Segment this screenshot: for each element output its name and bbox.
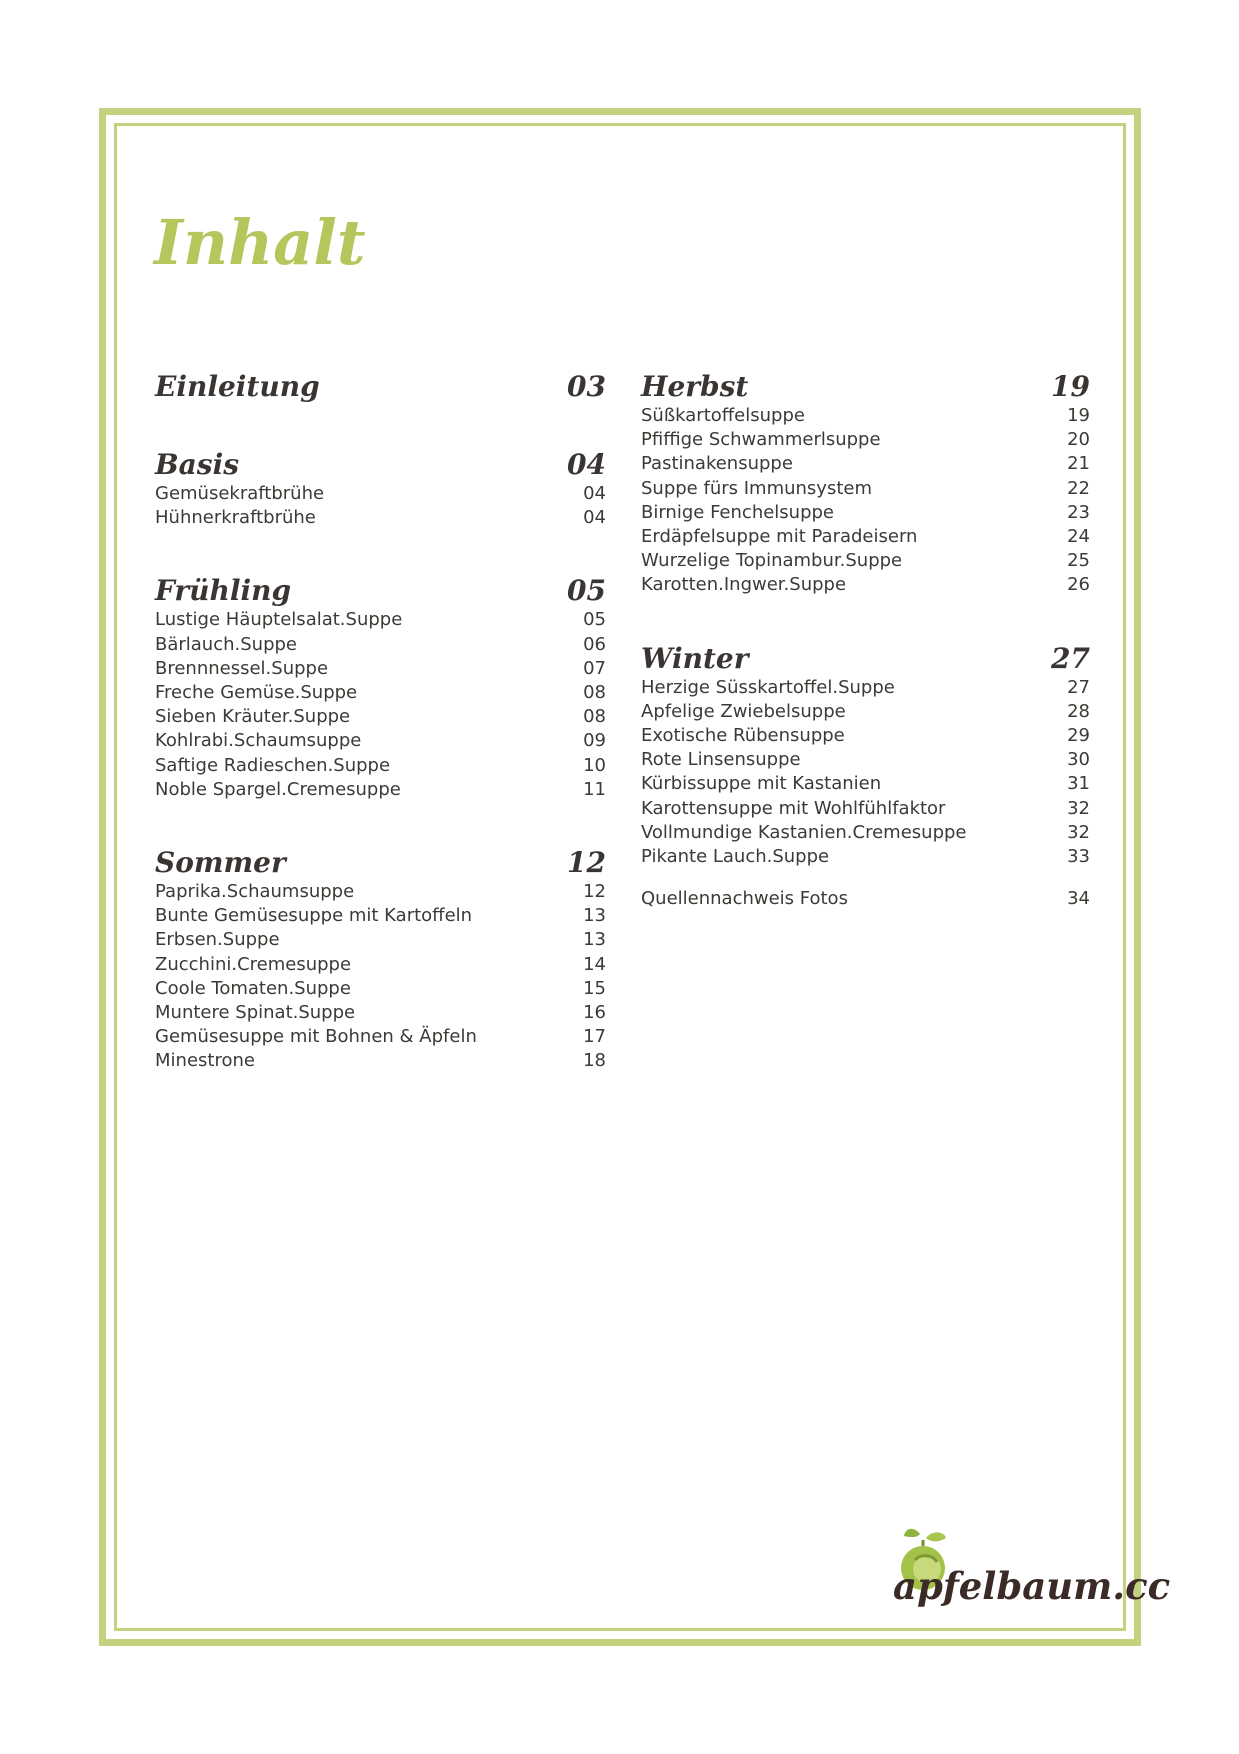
toc-section [155,370,606,404]
toc-entry[interactable] [641,724,1090,748]
page-title: Inhalt [154,206,366,279]
entry-label: Bunte Gemüsesuppe mit Kartoffeln [155,905,473,927]
toc-entry[interactable] [641,821,1090,845]
section-title: Herbst [641,370,749,403]
entry-label: Muntere Spinat.Suppe [155,1002,356,1024]
toc-entry[interactable] [641,452,1090,476]
toc-entry[interactable] [641,501,1090,525]
entry-page-number: 05 [583,609,606,631]
section-title: Sommer [155,846,286,880]
entry-label: Noble Spargel.Cremesuppe [155,778,401,800]
entry-page-number: 08 [583,682,606,704]
toc-entry[interactable] [155,506,606,530]
entry-label: Apfelige Zwiebelsuppe [641,700,846,722]
toc-entry[interactable] [641,845,1090,869]
section-heading[interactable] [641,642,1090,676]
entry-page-number: 26 [1067,574,1090,596]
entry-page-number: 31 [1067,773,1090,795]
entry-label: Suppe fürs Immunsystem [641,477,872,499]
entry-page-number: 19 [1067,405,1090,426]
toc-entry[interactable] [155,1049,606,1073]
toc-entry[interactable] [641,428,1090,452]
section-heading[interactable] [155,846,606,880]
entry-label: Saftige Radieschen.Suppe [155,754,391,776]
entry-page-number: 14 [583,953,606,975]
entry-label: Gemüsekraftbrühe [155,483,325,504]
entry-page-number: 22 [1067,477,1090,499]
entry-page-number: 12 [583,881,606,903]
entry-label: Quellennachweis Fotos [641,888,848,910]
toc-entry[interactable] [155,705,606,729]
toc-entry[interactable] [155,657,606,681]
entry-label: Süßkartoffelsuppe [641,405,805,426]
entry-page-number: 23 [1067,501,1090,523]
entry-page-number: 27 [1067,676,1090,698]
section-page-number: 04 [567,448,606,481]
entry-page-number: 08 [583,706,606,728]
section-title: Winter [641,641,749,675]
entry-page-number: 18 [583,1050,606,1072]
entry-page-number: 09 [583,730,606,752]
entry-label: Erdäpfelsuppe mit Paradeisern [641,526,918,548]
section-title: Frühling [155,574,292,608]
section-page-number: 12 [567,846,606,880]
entry-label: Wurzelige Topinambur.Suppe [641,550,903,572]
entry-page-number: 04 [583,507,606,529]
toc-entry[interactable] [155,1025,606,1049]
entry-label: Sieben Kräuter.Suppe [155,706,351,728]
toc-section [155,448,606,530]
section-heading[interactable] [155,574,606,608]
toc-entry[interactable] [155,928,606,952]
toc-column-left [155,370,606,1118]
section-heading[interactable] [155,370,606,404]
toc-section [155,574,606,802]
toc-entry[interactable] [641,797,1090,821]
entry-label: Vollmundige Kastanien.Cremesuppe [641,821,967,843]
toc-section [155,846,606,1074]
toc-entry[interactable] [641,477,1090,501]
entry-page-number: 34 [1067,888,1090,910]
entry-page-number: 32 [1067,797,1090,819]
toc-entry[interactable] [155,482,606,506]
entry-label: Freche Gemüse.Suppe [155,682,358,704]
entry-label: Exotische Rübensuppe [641,725,845,747]
entry-page-number: 25 [1067,550,1090,572]
entry-page-number: 15 [583,977,606,999]
section-page-number: 05 [567,574,606,608]
toc-entry[interactable] [155,778,606,802]
logo-wordmark: apfelbaum.cc [893,1564,1171,1608]
toc-entry[interactable] [641,525,1090,549]
entry-label: Kohlrabi.Schaumsuppe [155,730,362,752]
entry-page-number: 04 [583,483,606,504]
entry-label: Kürbissuppe mit Kastanien [641,773,882,795]
toc-entry[interactable] [641,404,1090,428]
entry-page-number: 24 [1067,526,1090,548]
entry-page-number: 13 [583,905,606,927]
toc-entry[interactable] [155,729,606,753]
toc-entry[interactable] [641,887,1090,911]
toc-section [641,370,1090,598]
entry-label: Herzige Süsskartoffel.Suppe [641,676,895,698]
entry-page-number: 30 [1067,749,1090,771]
toc-entry[interactable] [155,754,606,778]
section-page-number: 03 [567,370,606,403]
entry-label: Paprika.Schaumsuppe [155,881,355,903]
section-heading[interactable] [641,370,1090,404]
toc-entry[interactable] [641,573,1090,597]
entry-label: Birnige Fenchelsuppe [641,501,835,523]
toc-entry[interactable] [641,676,1090,700]
entry-label: Brennnessel.Suppe [155,657,329,679]
entry-label: Karotten.Ingwer.Suppe [641,574,847,596]
toc-entry[interactable] [155,608,606,632]
entry-page-number: 17 [583,1026,606,1048]
toc-entry[interactable] [641,549,1090,573]
entry-page-number: 10 [583,754,606,776]
entry-page-number: 07 [583,657,606,679]
toc-entry[interactable] [155,953,606,977]
entry-label: Zucchini.Cremesuppe [155,953,352,975]
toc-entry[interactable] [155,904,606,928]
entry-label: Pfiffige Schwammerlsuppe [641,429,881,451]
toc-entry[interactable] [155,681,606,705]
entry-label: Coole Tomaten.Suppe [155,977,351,999]
entry-page-number: 16 [583,1002,606,1024]
section-page-number: 19 [1051,370,1090,403]
entry-label: Rote Linsensuppe [641,749,801,771]
toc-section [641,642,1090,870]
entry-page-number: 06 [583,633,606,655]
entry-label: Gemüsesuppe mit Bohnen & Äpfeln [155,1026,477,1048]
toc-entry[interactable] [155,1001,606,1025]
entry-page-number: 21 [1067,453,1090,475]
toc-entry[interactable] [155,977,606,1001]
entry-page-number: 13 [583,929,606,951]
entry-label: Karottensuppe mit Wohlfühlfaktor [641,797,946,819]
entry-page-number: 33 [1067,846,1090,868]
entry-label: Pastinakensuppe [641,453,793,475]
entry-label: Bärlauch.Suppe [155,633,298,655]
entry-label: Hühnerkraftbrühe [155,507,316,529]
toc-entry[interactable] [641,772,1090,796]
toc-entry[interactable] [155,880,606,904]
entry-label: Minestrone [155,1050,255,1072]
section-title: Einleitung [155,370,320,403]
entry-label: Lustige Häuptelsalat.Suppe [155,609,403,631]
entry-label: Pikante Lauch.Suppe [641,846,830,868]
entry-page-number: 11 [583,778,606,800]
section-title: Basis [155,448,239,481]
section-heading[interactable] [155,448,606,482]
entry-page-number: 29 [1067,725,1090,747]
toc-column-right [641,370,1090,911]
entry-page-number: 20 [1067,429,1090,451]
toc-entry[interactable] [155,633,606,657]
entry-page-number: 32 [1067,821,1090,843]
section-page-number: 27 [1051,641,1090,675]
entry-label: Erbsen.Suppe [155,929,280,951]
toc-entry[interactable] [641,700,1090,724]
toc-entry[interactable] [641,748,1090,772]
entry-page-number: 28 [1067,700,1090,722]
